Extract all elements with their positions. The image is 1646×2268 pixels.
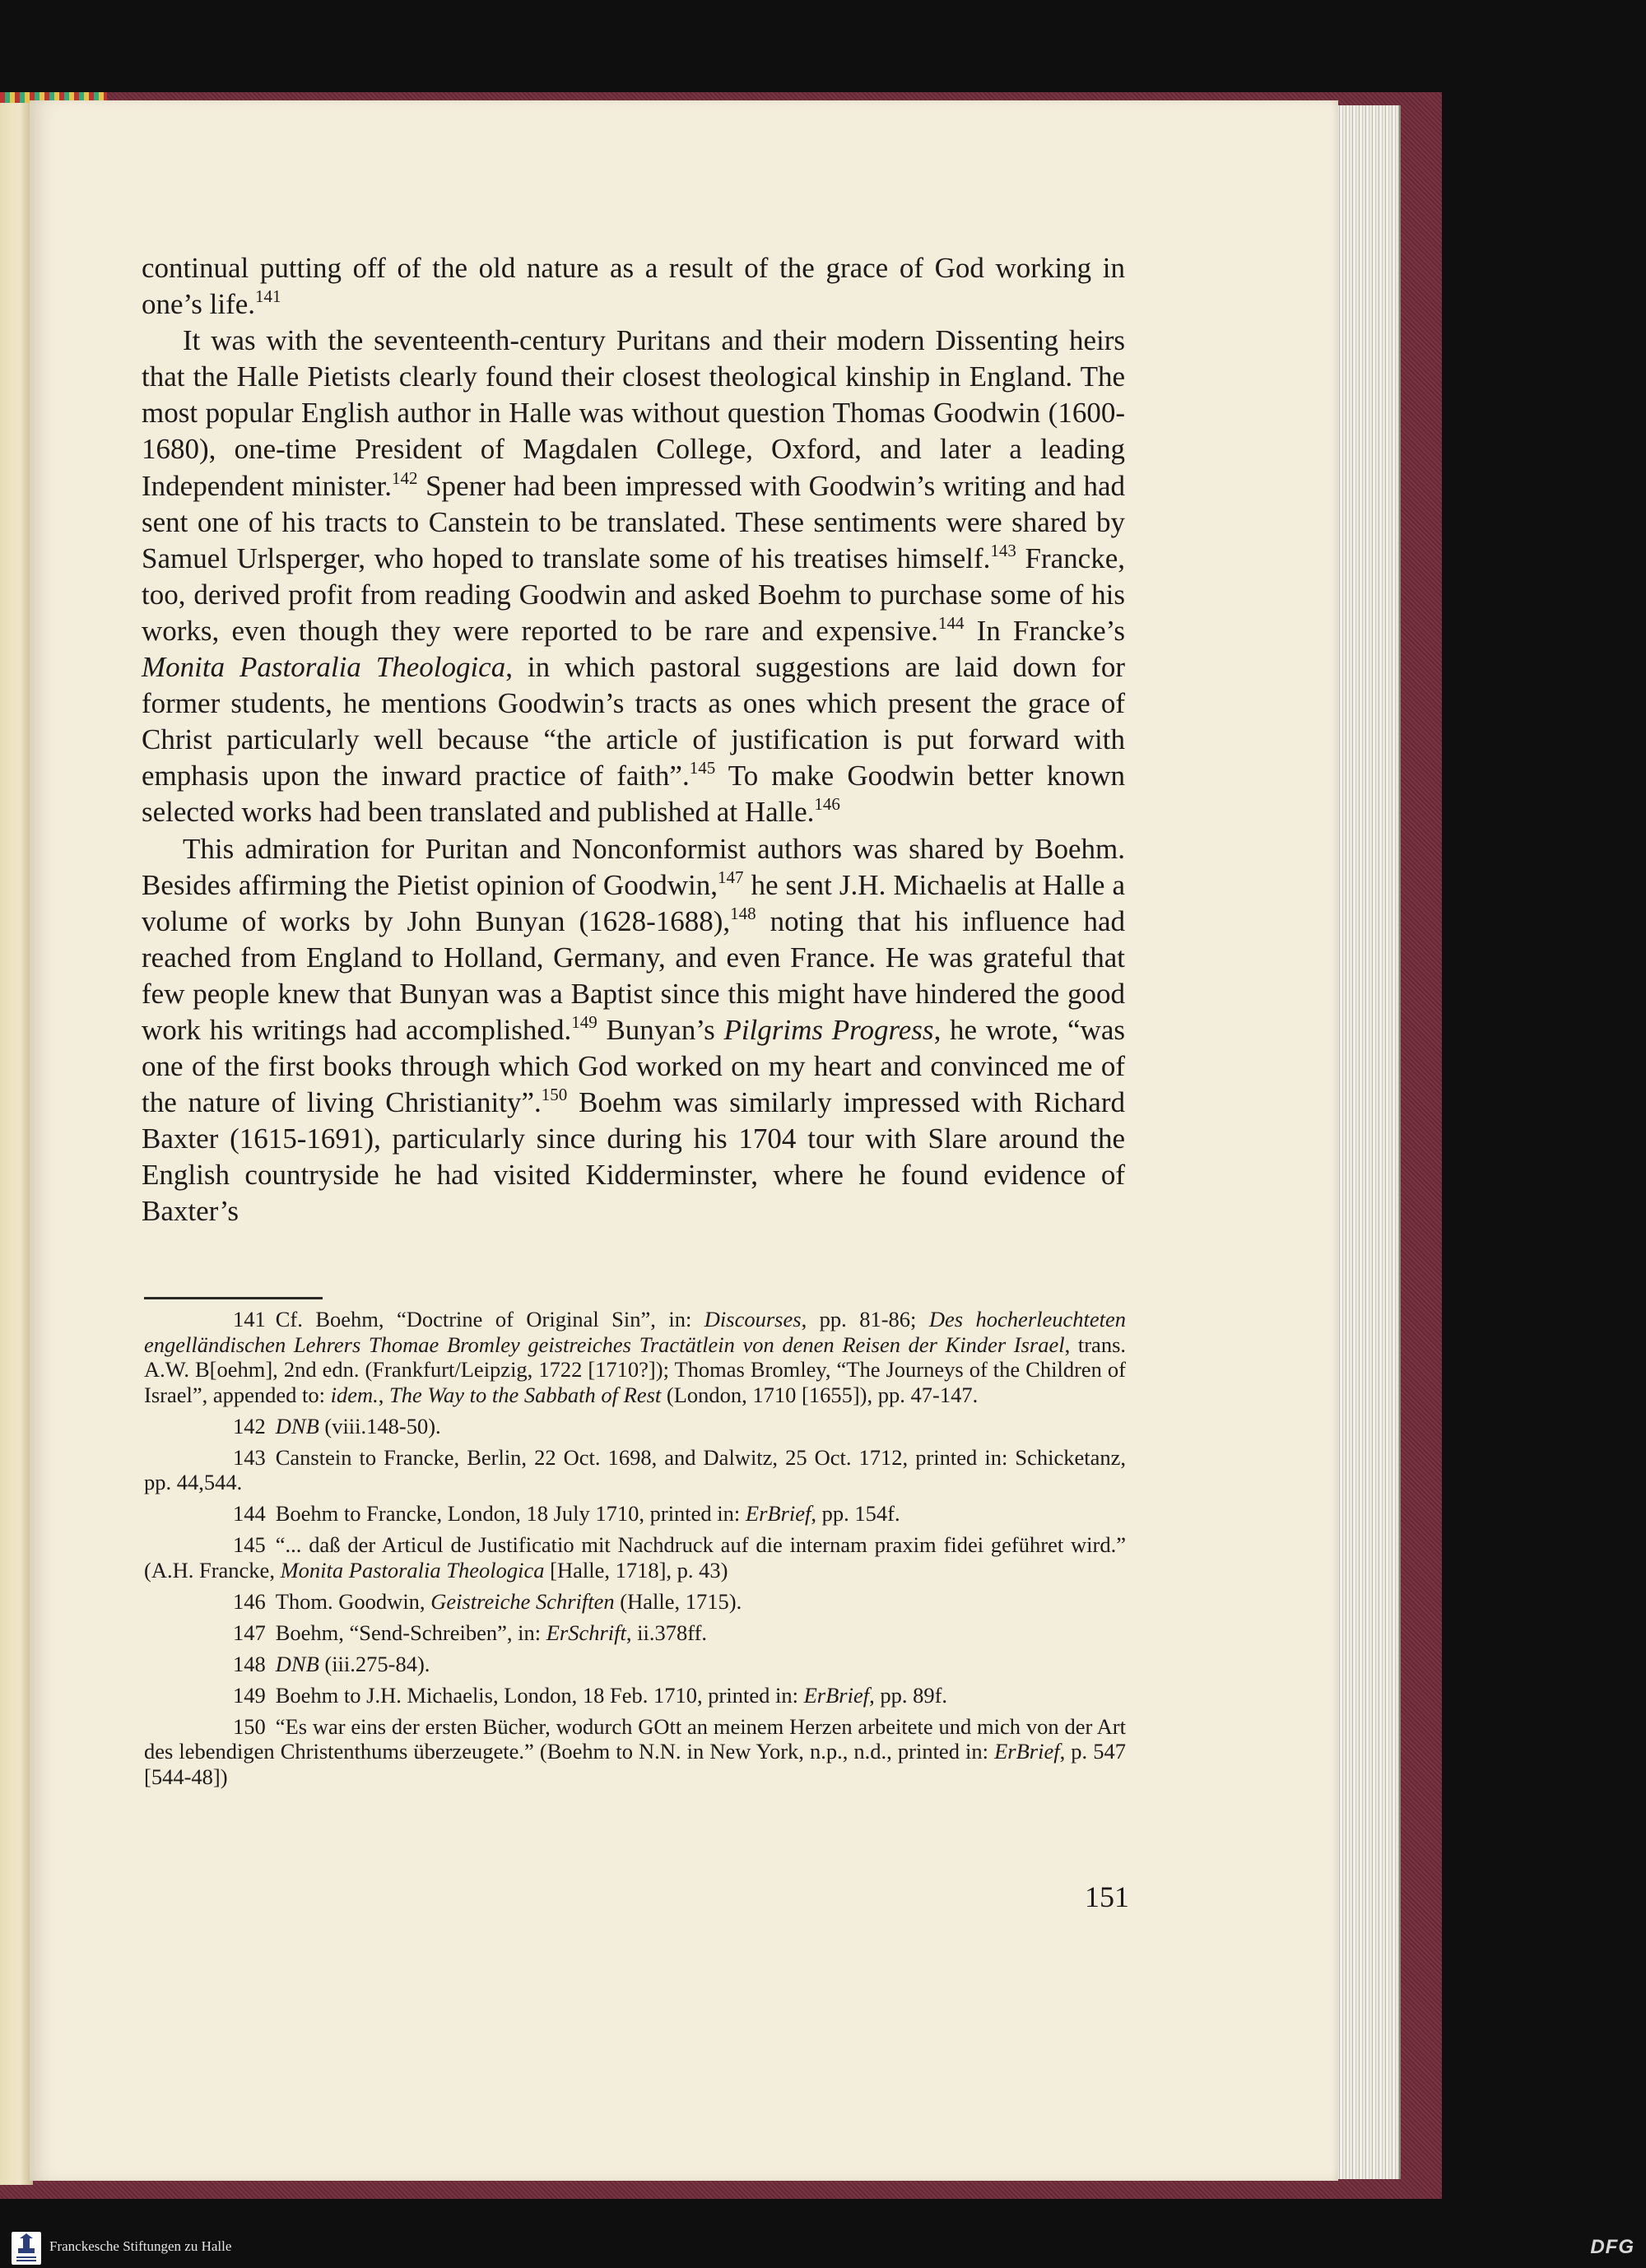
- text-run: , pp. 89f.: [869, 1682, 948, 1708]
- text-run: , trans. A.W. B[oehm], 2nd edn. (Frankfurt/Leipzig, 1722 [1710?]); Thomas Bromley, “The Journeys of the Children of Israel”, appended to:: [144, 1332, 1127, 1407]
- text-run: , p. 547 [544-48]): [144, 1739, 1126, 1789]
- paragraph: [142, 831, 1125, 1230]
- text-run: Boehm, “Send-Schreiben”, in:: [275, 1620, 546, 1645]
- text-run: (Halle, 1715).: [614, 1588, 742, 1614]
- text-run: , ii.378ff.: [625, 1620, 708, 1645]
- footnote-ref: 150: [541, 1085, 568, 1105]
- italic-text: ErBrief: [745, 1501, 811, 1526]
- footnote: [144, 1532, 1126, 1582]
- footnote: [144, 1714, 1126, 1790]
- footnote: [144, 1501, 1126, 1527]
- footnote-ref: 144: [937, 612, 965, 633]
- italic-text: Discourses: [704, 1307, 802, 1332]
- footnote-number: 148: [233, 1651, 266, 1676]
- text-run: [Halle, 1718], p. 43): [544, 1557, 728, 1582]
- text-run: Spener had been impressed with Goodwin’s writing and had sent one of his tracts to Canstein to be translated. These sentiments were shared by Samuel Urlsperger, who hoped to translate some of his treatises himself.: [142, 469, 1125, 574]
- footnote-number: 144: [233, 1501, 266, 1526]
- page-fore-edge: [1333, 105, 1401, 2179]
- footnote: [144, 1445, 1126, 1495]
- dfg-logo: DFG: [1590, 2236, 1634, 2258]
- footnote-rule: [144, 1297, 323, 1299]
- text-run: (viii.148-50).: [319, 1413, 441, 1438]
- text-run: Boehm was similarly impressed with Richard Baxter (1615-1691), particularly since during his 1704 tour with Slare around the English countryside he had visited Kidderminster, where he found evidence of Baxter’s: [142, 1086, 1125, 1228]
- italic-text: DNB: [275, 1651, 319, 1676]
- footnote: [144, 1620, 1126, 1646]
- text-run: This admiration for Puritan and Nonconformist authors was shared by Boehm. Besides affirming the Pietist opinion of Goodwin,: [142, 832, 1125, 901]
- italic-text: Monita Pastoralia Theologica: [142, 651, 506, 684]
- text-run: Boehm to Francke, London, 18 July 1710, printed in:: [275, 1501, 746, 1526]
- italic-text: Des hocherleuchteten engelländischen Lehrers Thomae Bromley geistreiches Tractätlein von denen Reisen der Kinder Israel: [144, 1307, 1127, 1357]
- italic-text: DNB: [275, 1413, 319, 1438]
- text-run: Thom. Goodwin,: [275, 1588, 431, 1614]
- text-run: “Es war eins der ersten Bücher, wodurch GOtt an meinem Herzen arbeitete und mich von der Art des lebendigen Christenthums überzeugete.” (Boehm to N.N. in New York, n.p., n.d., printed in:: [144, 1713, 1126, 1764]
- italic-text: ErSchrift: [546, 1620, 626, 1645]
- text-run: , he wrote, “was one of the first books through which God worked on my heart and convinced me of the nature of living Christianity”.: [142, 1013, 1125, 1119]
- footnotes: [144, 1307, 1126, 1796]
- footnote-ref: 148: [730, 903, 756, 923]
- text-run: Cf. Boehm, “Doctrine of Original Sin”, in:: [275, 1307, 704, 1332]
- footnote-number: 141: [233, 1307, 266, 1332]
- footnote-ref: 146: [814, 794, 840, 815]
- text-run: noting that his influence had reached from England to Holland, Germany, and even France. He was grateful that few people knew that Bunyan was a Baptist since this might have hindered the good work his writings had accomplished.: [142, 904, 1125, 1046]
- footnote: [144, 1589, 1126, 1615]
- footnote-number: 142: [233, 1413, 266, 1438]
- text-run: “... daß der Articul de Justificatio mit Nachdruck auf die internam praxim fidei geführet wird.” (A.H. Francke,: [144, 1532, 1126, 1582]
- italic-text: The Way to the Sabbath of Rest: [389, 1382, 662, 1407]
- text-run: ,: [378, 1382, 390, 1407]
- text-run: In Francke’s: [964, 614, 1125, 647]
- footnote-number: 145: [233, 1532, 266, 1557]
- francke-foundation-logo-icon: [12, 2232, 41, 2265]
- text-run: , in which pastoral suggestions are laid down for former students, he mentions Goodwin’s tracts as ones which present the grace of Christ particularly well because “the article of justification is put forward with emphasis upon the inward practice of faith”.: [142, 651, 1125, 792]
- italic-text: idem.: [330, 1382, 379, 1407]
- italic-text: Monita Pastoralia Theologica: [280, 1557, 545, 1582]
- text-run: Boehm to J.H. Michaelis, London, 18 Feb. 1710, printed in:: [275, 1682, 804, 1708]
- footnote-ref: 147: [717, 867, 744, 887]
- footnote: [144, 1652, 1126, 1677]
- viewer-footer-bar: [0, 2230, 1646, 2268]
- footnote-number: 149: [233, 1682, 266, 1708]
- italic-text: ErBrief: [803, 1682, 870, 1708]
- text-run: continual putting off of the old nature as a result of the grace of God working in one’s life.: [142, 252, 1125, 321]
- footnote-ref: 141: [255, 286, 281, 307]
- main-text: [142, 250, 1125, 1230]
- text-run: Francke, too, derived profit from reading Goodwin and asked Boehm to purchase some of his works, even though they were reported to be rare and expensive.: [142, 541, 1125, 647]
- footnote-number: 147: [233, 1620, 266, 1645]
- footnote: [144, 1307, 1126, 1407]
- text-run: To make Goodwin better known selected works had been translated and published at Halle.: [142, 760, 1125, 829]
- footnote-ref: 149: [571, 1011, 597, 1032]
- text-run: , pp. 154f.: [811, 1501, 900, 1526]
- italic-text: Geistreiche Schriften: [430, 1588, 615, 1614]
- text-run: It was with the seventeenth-century Puritans and their modern Dissenting heirs that the Halle Pietists clearly found their closest theological kinship in England. The most popular English author in Halle was without question Thomas Goodwin (1600-1680), one-time President of Magdalen College, Oxford, and later a leading Independent minister.: [142, 324, 1125, 502]
- text-run: Canstein to Francke, Berlin, 22 Oct. 1698, and Dalwitz, 25 Oct. 1712, printed in: Schicketanz, pp. 44,544.: [144, 1444, 1126, 1494]
- text-run: (London, 1710 [1655]), pp. 47-147.: [661, 1382, 979, 1407]
- left-page-edge: [0, 103, 33, 2185]
- footnote-ref: 143: [990, 540, 1016, 560]
- footnote-number: 150: [233, 1713, 266, 1739]
- italic-text: Pilgrims Progress: [723, 1013, 934, 1046]
- footnote-ref: 142: [392, 467, 418, 488]
- footnote-number: 146: [233, 1588, 266, 1614]
- institution-label[interactable]: Franckesche Stiftungen zu Halle: [49, 2238, 232, 2254]
- footnote: [144, 1414, 1126, 1439]
- footnote-number: 143: [233, 1444, 266, 1470]
- footnote: [144, 1683, 1126, 1708]
- text-run: Bunyan’s: [597, 1013, 724, 1046]
- footnote-ref: 145: [689, 758, 716, 778]
- page-number: 151: [1085, 1880, 1129, 1913]
- text-run: he sent J.H. Michaelis at Halle a volume of works by John Bunyan (1628-1688),: [142, 868, 1126, 937]
- paragraph: [142, 250, 1125, 323]
- text-run: , pp. 81-86;: [801, 1307, 929, 1332]
- text-run: (iii.275-84).: [319, 1651, 430, 1676]
- italic-text: ErBrief: [994, 1739, 1060, 1764]
- paragraph: [142, 323, 1125, 830]
